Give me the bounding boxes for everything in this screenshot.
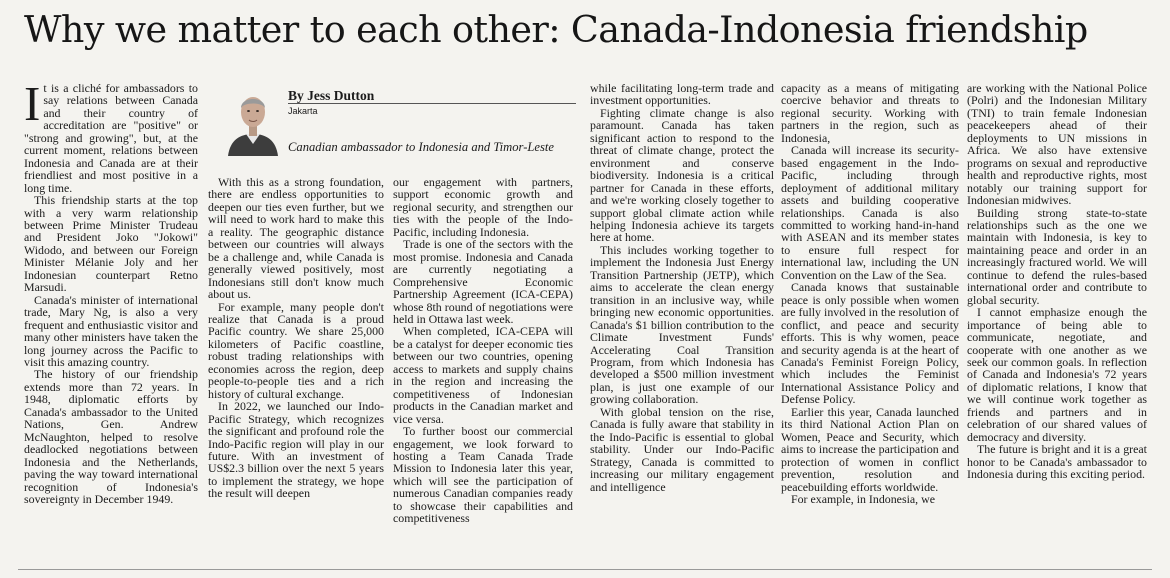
article-column-6 bbox=[967, 82, 1147, 552]
headline: Why we matter to each other: Canada-Indonesia friendship bbox=[24, 8, 1088, 51]
article-paragraph: For example, many people don't realize that Canada is a proud Pacific country. We share 25,000 kilometers of Pacific coastline, robust trading relationships with economies across the region, deep people-to-people ties and a rich history of cultural exchange. bbox=[208, 299, 384, 401]
byline-rule bbox=[288, 103, 576, 104]
author-title: Canadian ambassador to Indonesia and Timor-Leste bbox=[288, 140, 554, 154]
paragraph-text: t is a cliché for ambassadors to say relations between Canada and their country of accreditation are "positive" or "strong and growing", but, at the current moment, relations between Indonesia and Canada are at their friendliest and most positive in a long time. bbox=[24, 82, 198, 195]
article-column-2 bbox=[208, 176, 384, 552]
author-location: Jakarta bbox=[288, 106, 318, 116]
article-paragraph: Earlier this year, Canada launched its third National Action Plan on Women, Peace and Security, which aims to increase the participation and protection of women in conflict prevention, resolution and peacebuilding efforts worldwide. bbox=[781, 404, 959, 494]
article-paragraph: With global tension on the rise, Canada is fully aware that stability in the Indo-Pacific is essential to global stability. Under our Indo-Pacific Strategy, Canada is committed to increasing our military engagement and intelligence bbox=[590, 404, 774, 494]
article-column-4 bbox=[590, 82, 774, 552]
article-paragraph: our engagement with partners, support economic growth and regional security, and strengthen our ties with the people of the Indo-Pacific, including Indonesia. bbox=[393, 176, 573, 239]
article-column-3 bbox=[393, 176, 573, 552]
author-photo bbox=[222, 84, 284, 156]
article-paragraph: For example, in Indonesia, we bbox=[791, 491, 935, 506]
article-paragraph: capacity as a means of mitigating coercive behavior and threats to regional security. Working with partners in the region, such as Indonesia, bbox=[781, 82, 959, 145]
article-paragraph bbox=[24, 82, 198, 194]
article-paragraph: Canada knows that sustainable peace is only possible when women are fully involved in the resolution of conflict, and peace and security efforts. This is why women, peace and security agenda is at the heart of Canada's Feminist Foreign Policy, which includes the Feminist International Assistance Policy and Defense Policy. bbox=[781, 280, 959, 407]
article-paragraph: are working with the National Police (Polri) and the Indonesian Military (TNI) to train female Indonesian peacekeepers ahead of their deployments to UN missions in Africa. We also have extensive programs on sexual and reproductive health and reproductive rights, most notably our training support for Indonesian midwives. bbox=[967, 82, 1147, 208]
article-paragraph: Building strong state-to-state relationships such as the one we maintain with Indonesia, is key to maintaining peace and order in an increasingly fractured world. We will continue to defend the rules-based international order and contribute to global security. bbox=[967, 205, 1147, 307]
bottom-rule bbox=[18, 569, 1152, 570]
article-paragraph: This includes working together to implement the Indonesia Just Energy Transition Partnership (JETP), which aims to accelerate the clean energy transition in an inclusive way, while bringing new economic opportunities. Canada's $1 billion contribution to the Climate Investment Funds' Accelerating Coal Transition Program, from which Indonesia has developed a $500 million investment plan, is just one example of our growing collaboration. bbox=[590, 242, 774, 407]
article-column-1 bbox=[24, 82, 198, 552]
author-name: By Jess Dutton bbox=[288, 88, 375, 103]
article-paragraph: Fighting climate change is also paramount. Canada has taken significant action to respond to the threat of climate change, protect the environment and conserve biodiversity. Indonesia is a critical partner for Canada in these efforts, and we're working closely together to support global climate action while helping Indonesia achieve its targets here at home. bbox=[590, 105, 774, 245]
article-column-5 bbox=[781, 82, 959, 552]
article-paragraph: I cannot emphasize enough the importance of being able to communicate, negotiate, and cooperate with one another as we seek our common goals. In reflection of Canada and Indonesia's 72 years of diplomatic relations, I know that we will continue work together as friends and partners and in celebration of our shared values of democracy and diversity. bbox=[967, 305, 1147, 444]
byline bbox=[208, 82, 578, 168]
article-paragraph: Canada will increase its security-based engagement in the Indo-Pacific, including through deployment of additional military assets and building cooperative relationships. Canada is also committed to working hand-in-hand with ASEAN and its member states to ensure full respect for international law, including the UN Convention on the Law of the Sea. bbox=[781, 143, 959, 282]
article-paragraph: Trade is one of the sectors with the most promise. Indonesia and Canada are currently negotiating a Comprehensive Economic Partnership Agreement (ICA-CEPA) whose 8th round of negotiations were held in Ottawa last week. bbox=[393, 237, 573, 326]
article-paragraph: The future is bright and it is a great honor to be Canada's ambassador to Indonesia during this exciting period. bbox=[967, 442, 1147, 482]
article-paragraph: Canada's minister of international trade, Mary Ng, is also a very frequent and enthusiastic visitor and many other ministers have taken the long journey across the Pacific to visit this amazing country. bbox=[24, 292, 198, 369]
article-paragraph: In 2022, we launched our Indo-Pacific Strategy, which recognizes the significant and profound role the Indo-Pacific region will play in our future. With an investment of US$2.3 billion over the next 5 years to implement the strategy, we hope the result will deepen bbox=[208, 399, 384, 501]
drop-cap: I bbox=[24, 82, 41, 131]
article-paragraph: With this as a strong foundation, there are endless opportunities to deepen our ties even further, but we will need to work hard to make this a reality. The geographic distance between our countries will always be a challenge and, while Canada is generally viewed positively, most Indonesians still don't know much about us. bbox=[208, 176, 384, 302]
article-paragraph: while facilitating long-term trade and investment opportunities. bbox=[590, 82, 774, 108]
article-paragraph: This friendship starts at the top with a very warm relationship between Prime Minister Trudeau and President Joko "Jokowi" Widodo, and between our Foreign Minister Mélanie Joly and her Indonesian counterpart Retno Marsudi. bbox=[24, 193, 198, 295]
article-paragraph: When completed, ICA-CEPA will be a catalyst for deeper economic ties between our two countries, opening access to markets and supply chains in the region and increasing the competitiveness of Indonesian products in the Canadian market and vice versa. bbox=[393, 324, 573, 426]
article-paragraph: The history of our friendship extends more than 72 years. In 1948, diplomatic efforts by Canada's ambassador to the United Nations, Gen. Andrew McNaughton, helped to resolve deadlocked negotiations between Indonesia and the Netherlands, paving the way toward international recognition of Indonesia's sovereignty in December 1949. bbox=[24, 367, 198, 506]
article-paragraph: To further boost our commercial engagement, we look forward to hosting a Team Canada Trade Mission to Indonesia later this year, which will see the participation of numerous Canadian companies ready to showcase their capabilities and competitiveness bbox=[393, 424, 573, 526]
